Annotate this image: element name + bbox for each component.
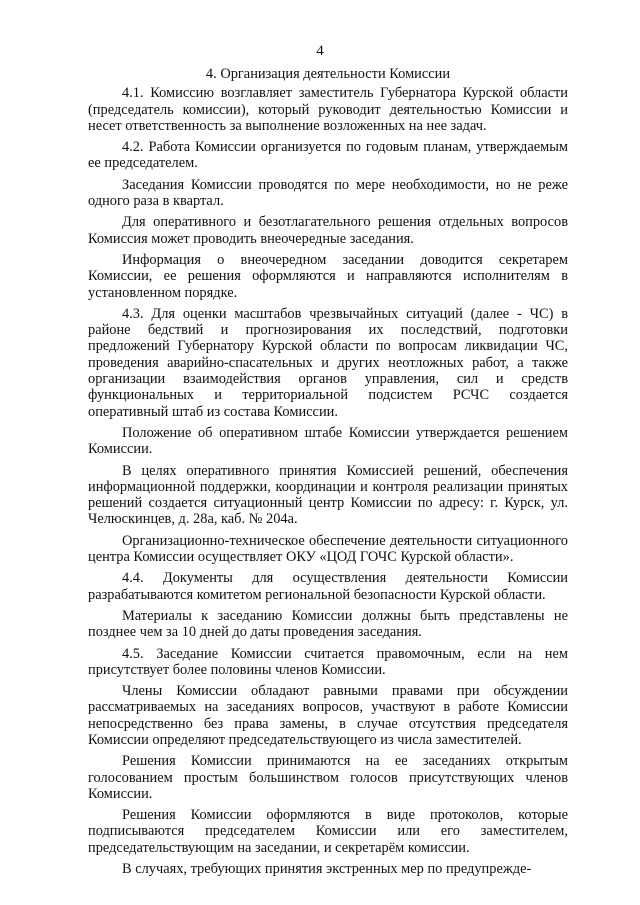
paragraph-situation-center: В целях оперативного принятия Комиссией решений, обеспечения информационной поддержки, координации и контроля реализации принятых решений создается ситуационный центр Комиссии по адресу: г. Курск, ул. Челюскинцев, д. 28а, каб. № 204а. xyxy=(88,462,568,528)
paragraph-4-1: 4.1. Комиссию возглавляет заместитель Губернатора Курской области (председатель комиссии), который руководит деятельностью Комиссии и несет ответственность за выполнение возложенных на нее задач. xyxy=(88,85,568,134)
paragraph-extraordinary-meetings: Для оперативного и безотлагательного решения отдельных вопросов Комиссия может проводить внеочередные заседания. xyxy=(88,214,568,247)
paragraph-operational-hq: Положение об оперативном штабе Комиссии утверждается решением Комиссии. xyxy=(88,424,568,458)
paragraph-4-3: 4.3. Для оценки масштабов чрезвычайных ситуаций (далее - ЧС) в районе бедствий и прогнозирования их последствий, подготовки предложений Губернатору Курской области по вопросам ликвидации ЧС, проведения аварийно-спасательных и других неотложных работ, а также организации взаимодействия органов управления, сил и средств функциональных и территориальной подсистем РСЧС создается оперативный штаб из состава Комиссии. xyxy=(88,305,568,420)
paragraph-decisions-voting: Решения Комиссии принимаются на ее заседаниях открытым голосованием простым большинством голосов присутствующих членов Комиссии. xyxy=(88,753,568,802)
paragraph-materials-deadline: Материалы к заседанию Комиссии должны быть представлены не позднее чем за 10 дней до даты проведения заседания. xyxy=(88,607,568,641)
paragraph-extraordinary-info: Информация о внеочередном заседании доводится секретарем Комиссии, ее решения оформляются и направляются исполнителям в установленном порядке. xyxy=(88,251,568,301)
document-body xyxy=(88,66,568,877)
paragraph-meetings-frequency: Заседания Комиссии проводятся по мере необходимости, но не реже одного раза в квартал. xyxy=(88,176,568,210)
paragraph-4-2: 4.2. Работа Комиссии организуется по годовым планам, утверждаемым ее председателем. xyxy=(88,139,568,172)
paragraph-technical-support: Организационно-техническое обеспечение деятельности ситуационного центра Комиссии осуществляет ОКУ «ЦОД ГОЧС Курской области». xyxy=(88,532,568,566)
paragraph-decisions-protocols: Решения Комиссии оформляются в виде протоколов, которые подписываются председателем Комиссии или его заместителем, председательствующим на заседании, и секретарём комиссии. xyxy=(88,807,568,856)
paragraph-4-5: 4.5. Заседание Комиссии считается правомочным, если на нем присутствует более половины членов Комиссии. xyxy=(88,645,568,678)
paragraph-emergency-cases: В случаях, требующих принятия экстренных мер по предупрежде- xyxy=(122,861,532,878)
paragraph-4-4: 4.4. Документы для осуществления деятельности Комиссии разрабатываются комитетом региональной безопасности Курской области. xyxy=(88,570,568,603)
section-title: 4. Организация деятельности Комиссии xyxy=(205,66,451,82)
page-number: 4 xyxy=(316,43,324,59)
paragraph-members-rights: Члены Комиссии обладают равными правами при обсуждении рассматриваемых на заседаниях вопросов, участвуют в работе Комиссии непосредственно без права замены, в случае отсутствия председателя Комиссии определяют председательствующего из числа заместителей. xyxy=(88,683,568,748)
